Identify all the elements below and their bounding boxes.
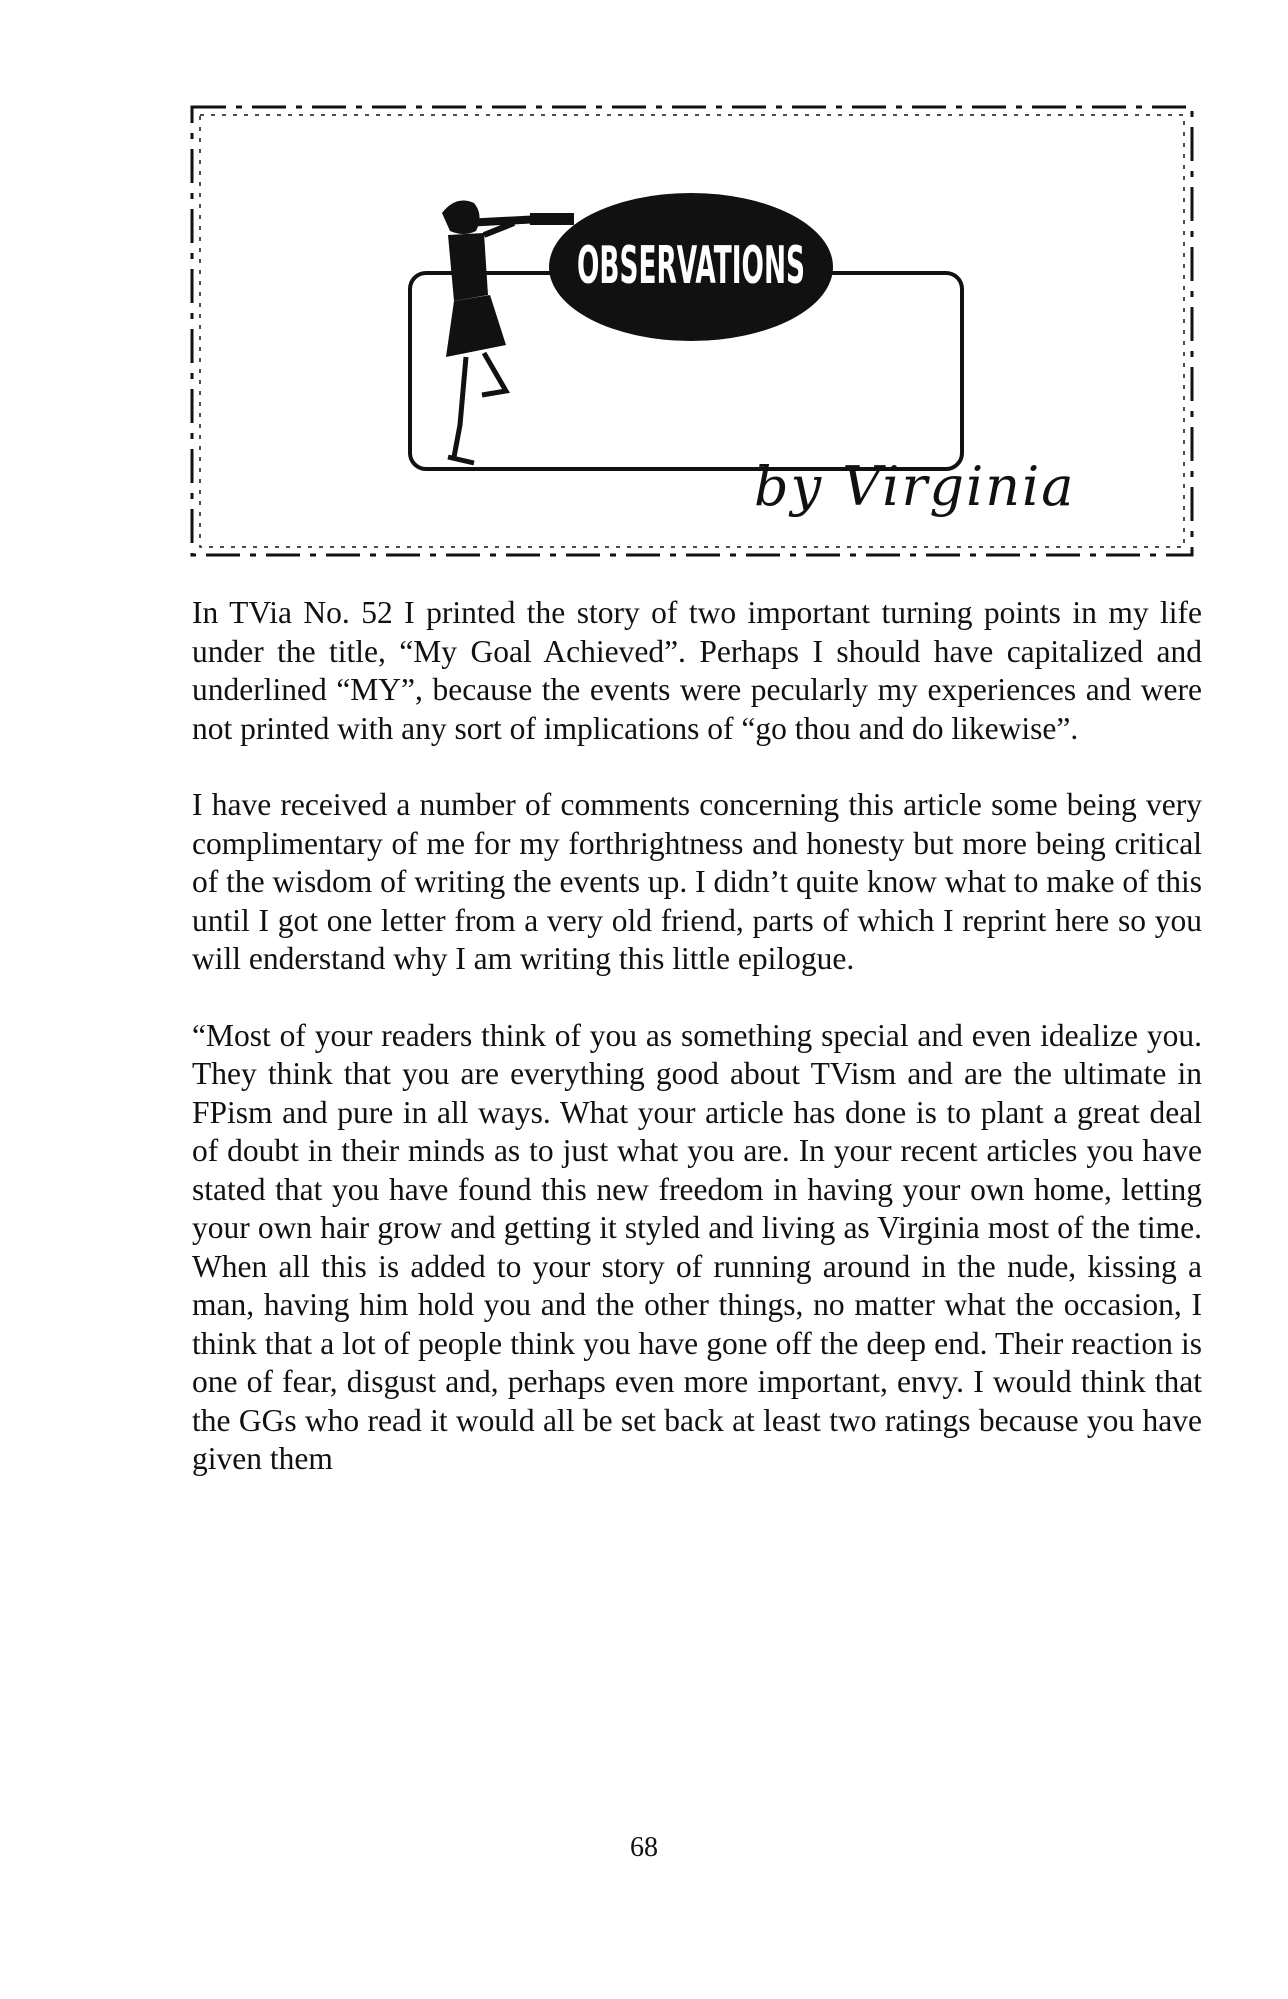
page-number: 68: [630, 1832, 658, 1863]
article-body: [192, 594, 1202, 1517]
observations-header: [184, 95, 1208, 573]
article-paragraph: I have received a number of comments concerning this article some being very complimentary of me for my forthrightness and honesty but more being critical of the wisdom of writing the events up. I didn’t quite know what to make of this until I got one letter from a very old friend, parts of which I reprint here so you will enderstand why I am writing this little epilogue.: [192, 787, 1202, 976]
article-paragraph: In TVia No. 52 I printed the story of two important turning points in my life under the title, “My Goal Achieved”. Perhaps I should have capitalized and underlined “MY”, because the events were pecularly my experiences and were not printed with any sort of implications of “go thou and do likewise”.: [192, 595, 1202, 746]
article-paragraph: “Most of your readers think of you as something special and even idealize you. They think that you are everything good about TVism and are the ultimate in FPism and pure in all ways. What your article has done is to plant a great deal of doubt in their minds as to just what you are. In your recent articles you have stated that you have found this new freedom in having your own home, letting your own hair grow and getting it styled and living as Virginia most of the time. When all this is added to your story of running around in the nude, kissing a man, having him hold you and the other things, no matter what the occasion, I think that a lot of people think you have gone off the deep end. Their reaction is one of fear, disgust and, perhaps even more important, envy. I would think that the GGs who read it would all be set back at least two ratings because you have given them: [192, 1017, 1202, 1476]
page-title: OBSERVATIONS: [577, 236, 805, 296]
byline: by Virginia: [754, 455, 1076, 518]
